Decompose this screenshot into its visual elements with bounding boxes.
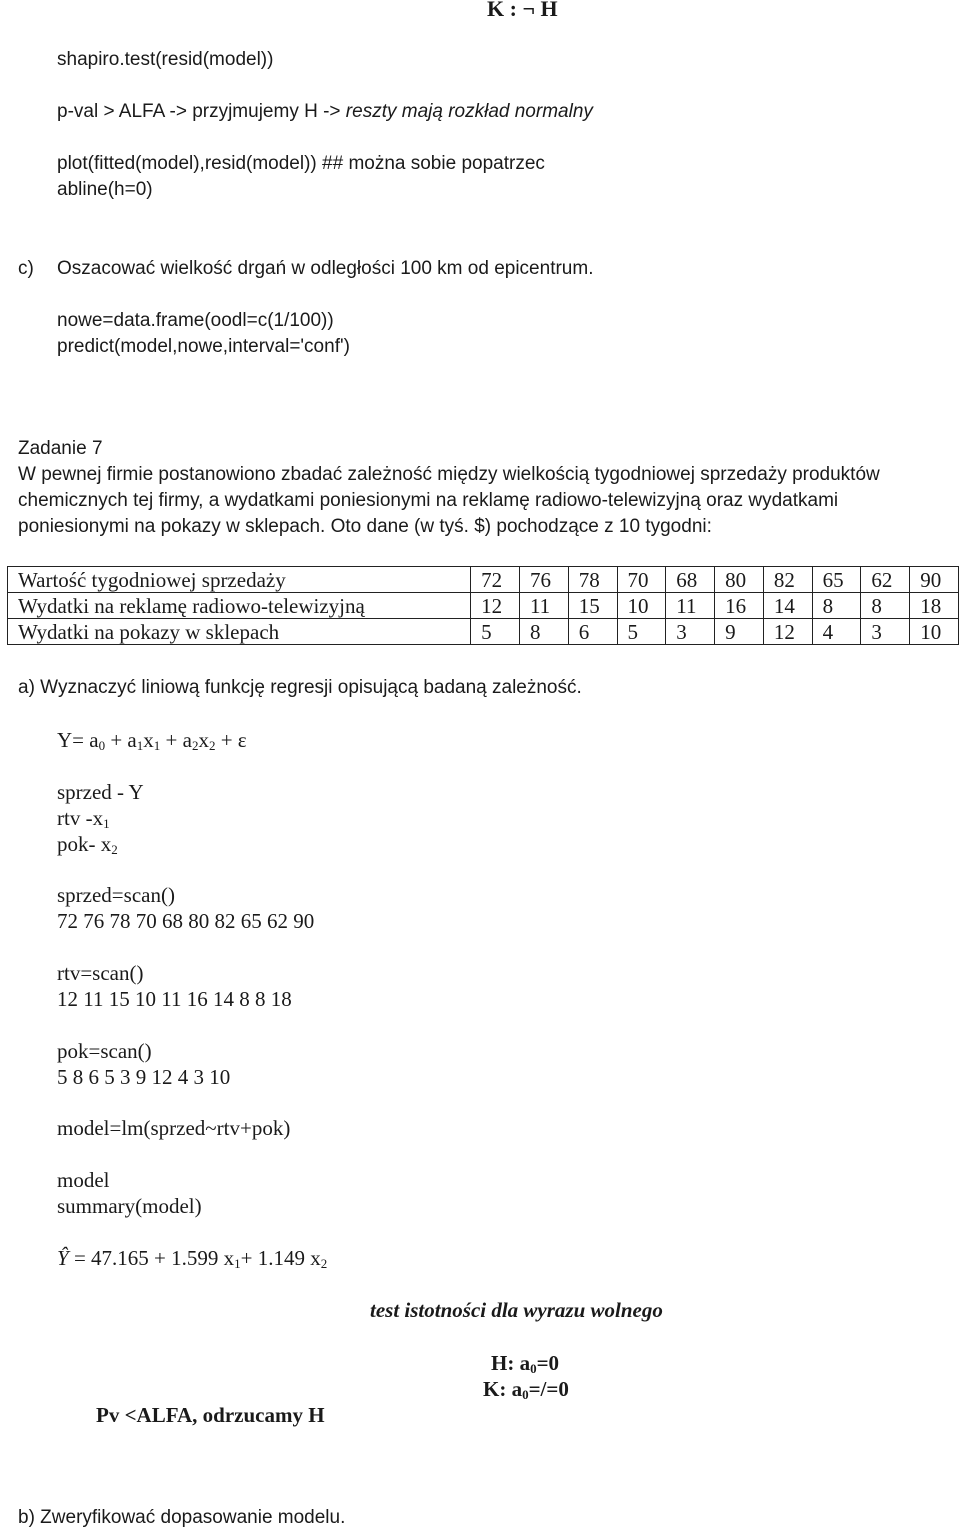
hypothesis-k-rest: =/=0 xyxy=(528,1377,569,1401)
pval-line xyxy=(57,99,593,125)
formula-sub: 0 xyxy=(98,738,106,753)
pval-prefix: p-val > ALFA -> przyjmujemy H -> xyxy=(57,101,346,122)
var-rtv xyxy=(57,805,110,831)
table-row xyxy=(8,619,959,645)
zadanie-title: Zadanie 7 xyxy=(18,438,103,459)
table-row xyxy=(8,567,959,593)
var-sprzed: sprzed - Y xyxy=(57,780,144,804)
var-pok xyxy=(57,831,118,857)
yhat-rest: = 47.165 + 1.599 x xyxy=(68,1246,235,1270)
formula-term: x xyxy=(143,728,154,752)
table-cell: 3 xyxy=(666,619,715,645)
model-command: model xyxy=(57,1168,110,1192)
table-cell: 11 xyxy=(519,593,568,619)
table-cell: 12 xyxy=(471,593,520,619)
formula-sub: 1 xyxy=(136,738,144,753)
table-cell: 9 xyxy=(715,619,764,645)
regression-formula xyxy=(57,727,247,753)
table-cell: 62 xyxy=(861,567,910,593)
row-label: Wydatki na reklamę radiowo-telewizyjną xyxy=(8,593,471,619)
hypothesis-h xyxy=(491,1350,559,1376)
table-cell: 3 xyxy=(861,619,910,645)
hypothesis-h-text: H: a xyxy=(491,1351,531,1375)
formula-sub: 1 xyxy=(234,1256,241,1271)
pok-scan: pok=scan() xyxy=(57,1039,152,1063)
table-cell: 68 xyxy=(666,567,715,593)
formula-sub: 2 xyxy=(320,1256,328,1271)
hypothesis-k-text: K: a xyxy=(483,1377,523,1401)
table-cell: 5 xyxy=(471,619,520,645)
table-cell: 76 xyxy=(519,567,568,593)
formula-sub: 2 xyxy=(111,842,118,857)
table-cell: 80 xyxy=(715,567,764,593)
zadanie-desc-1: W pewnej firmie postanowiono zbadać zależność między wielkością tygodniowej sprzedaży produktów xyxy=(18,464,880,485)
table-cell: 6 xyxy=(568,619,617,645)
table-cell: 78 xyxy=(568,567,617,593)
table-cell: 5 xyxy=(617,619,666,645)
shapiro-line: shapiro.test(resid(model)) xyxy=(57,49,274,70)
test-title: test istotności dla wyrazu wolnego xyxy=(370,1298,663,1322)
rtv-values: 12 11 15 10 11 16 14 8 8 18 xyxy=(57,987,292,1011)
plot-line: plot(fitted(model),resid(model)) ## można sobie popatrzec xyxy=(57,153,545,174)
row-label: Wydatki na pokazy w sklepach xyxy=(8,619,471,645)
table-cell: 10 xyxy=(910,619,959,645)
formula-term: + a xyxy=(105,728,137,752)
zadanie-desc-2: chemicznych tej firmy, a wydatkami poniesionymi na reklamę radiowo-telewizyjną oraz wydatkami xyxy=(18,490,839,511)
sprzed-scan: sprzed=scan() xyxy=(57,883,175,907)
table-cell: 90 xyxy=(910,567,959,593)
formula-epsilon: + ε xyxy=(215,728,247,752)
table-cell: 14 xyxy=(763,593,812,619)
predict-line: predict(model,nowe,interval='conf') xyxy=(57,336,350,357)
table-cell: 12 xyxy=(763,619,812,645)
rtv-scan: rtv=scan() xyxy=(57,961,144,985)
part-c-marker: c) xyxy=(18,258,34,279)
data-table xyxy=(7,566,959,645)
formula-sub: 0 xyxy=(522,1387,529,1402)
row-label: Wartość tygodniowej sprzedaży xyxy=(8,567,471,593)
table-cell: 8 xyxy=(519,619,568,645)
table-cell: 65 xyxy=(812,567,861,593)
summary-command: summary(model) xyxy=(57,1194,202,1218)
nowe-line: nowe=data.frame(oodl=c(1/100)) xyxy=(57,310,334,331)
part-c-text: Oszacować wielkość drgań w odległości 100 km od epicentrum. xyxy=(57,258,594,279)
pok-values: 5 8 6 5 3 9 12 4 3 10 xyxy=(57,1065,231,1089)
part-b-heading: b) Zweryfikować dopasowanie modelu. xyxy=(18,1507,346,1528)
table-cell: 11 xyxy=(666,593,715,619)
hypothesis-h-rest: =0 xyxy=(536,1351,560,1375)
hypothesis-k xyxy=(483,1376,569,1402)
table-cell: 10 xyxy=(617,593,666,619)
formula-sub: 1 xyxy=(103,816,110,831)
table-cell: 82 xyxy=(763,567,812,593)
table-cell: 72 xyxy=(471,567,520,593)
yhat-symbol: Ŷ xyxy=(57,1246,69,1270)
header-corner: K : ¬ H xyxy=(487,0,558,21)
table-cell: 15 xyxy=(568,593,617,619)
table-cell: 8 xyxy=(861,593,910,619)
lm-command: model=lm(sprzed~rtv+pok) xyxy=(57,1116,291,1140)
var-rtv-text: rtv -x xyxy=(57,806,104,830)
table-cell: 16 xyxy=(715,593,764,619)
var-pok-text: pok- x xyxy=(57,832,112,856)
formula-lhs: Y= a xyxy=(57,728,99,752)
formula-sub: 2 xyxy=(208,738,216,753)
abline-line: abline(h=0) xyxy=(57,179,153,200)
formula-term: x xyxy=(198,728,209,752)
formula-term: + a xyxy=(160,728,192,752)
formula-sub: 2 xyxy=(191,738,199,753)
formula-sub: 0 xyxy=(530,1361,537,1376)
formula-sub: 1 xyxy=(153,738,161,753)
table-row xyxy=(8,593,959,619)
yhat-rest: + 1.149 x xyxy=(240,1246,321,1270)
table-cell: 4 xyxy=(812,619,861,645)
part-a-heading: a) Wyznaczyć liniową funkcję regresji opisującą badaną zależność. xyxy=(18,677,582,698)
sprzed-values: 72 76 78 70 68 80 82 65 62 90 xyxy=(57,909,315,933)
table-cell: 8 xyxy=(812,593,861,619)
table-cell: 70 xyxy=(617,567,666,593)
pv-rule: Pv <ALFA, odrzucamy H xyxy=(96,1403,325,1427)
zadanie-desc-3: poniesionymi na pokazy w sklepach. Oto dane (w tyś. $) pochodzące z 10 tygodni: xyxy=(18,516,712,537)
table-cell: 18 xyxy=(910,593,959,619)
pval-conclusion: reszty mają rozkład normalny xyxy=(345,101,593,122)
fitted-equation xyxy=(57,1245,327,1271)
